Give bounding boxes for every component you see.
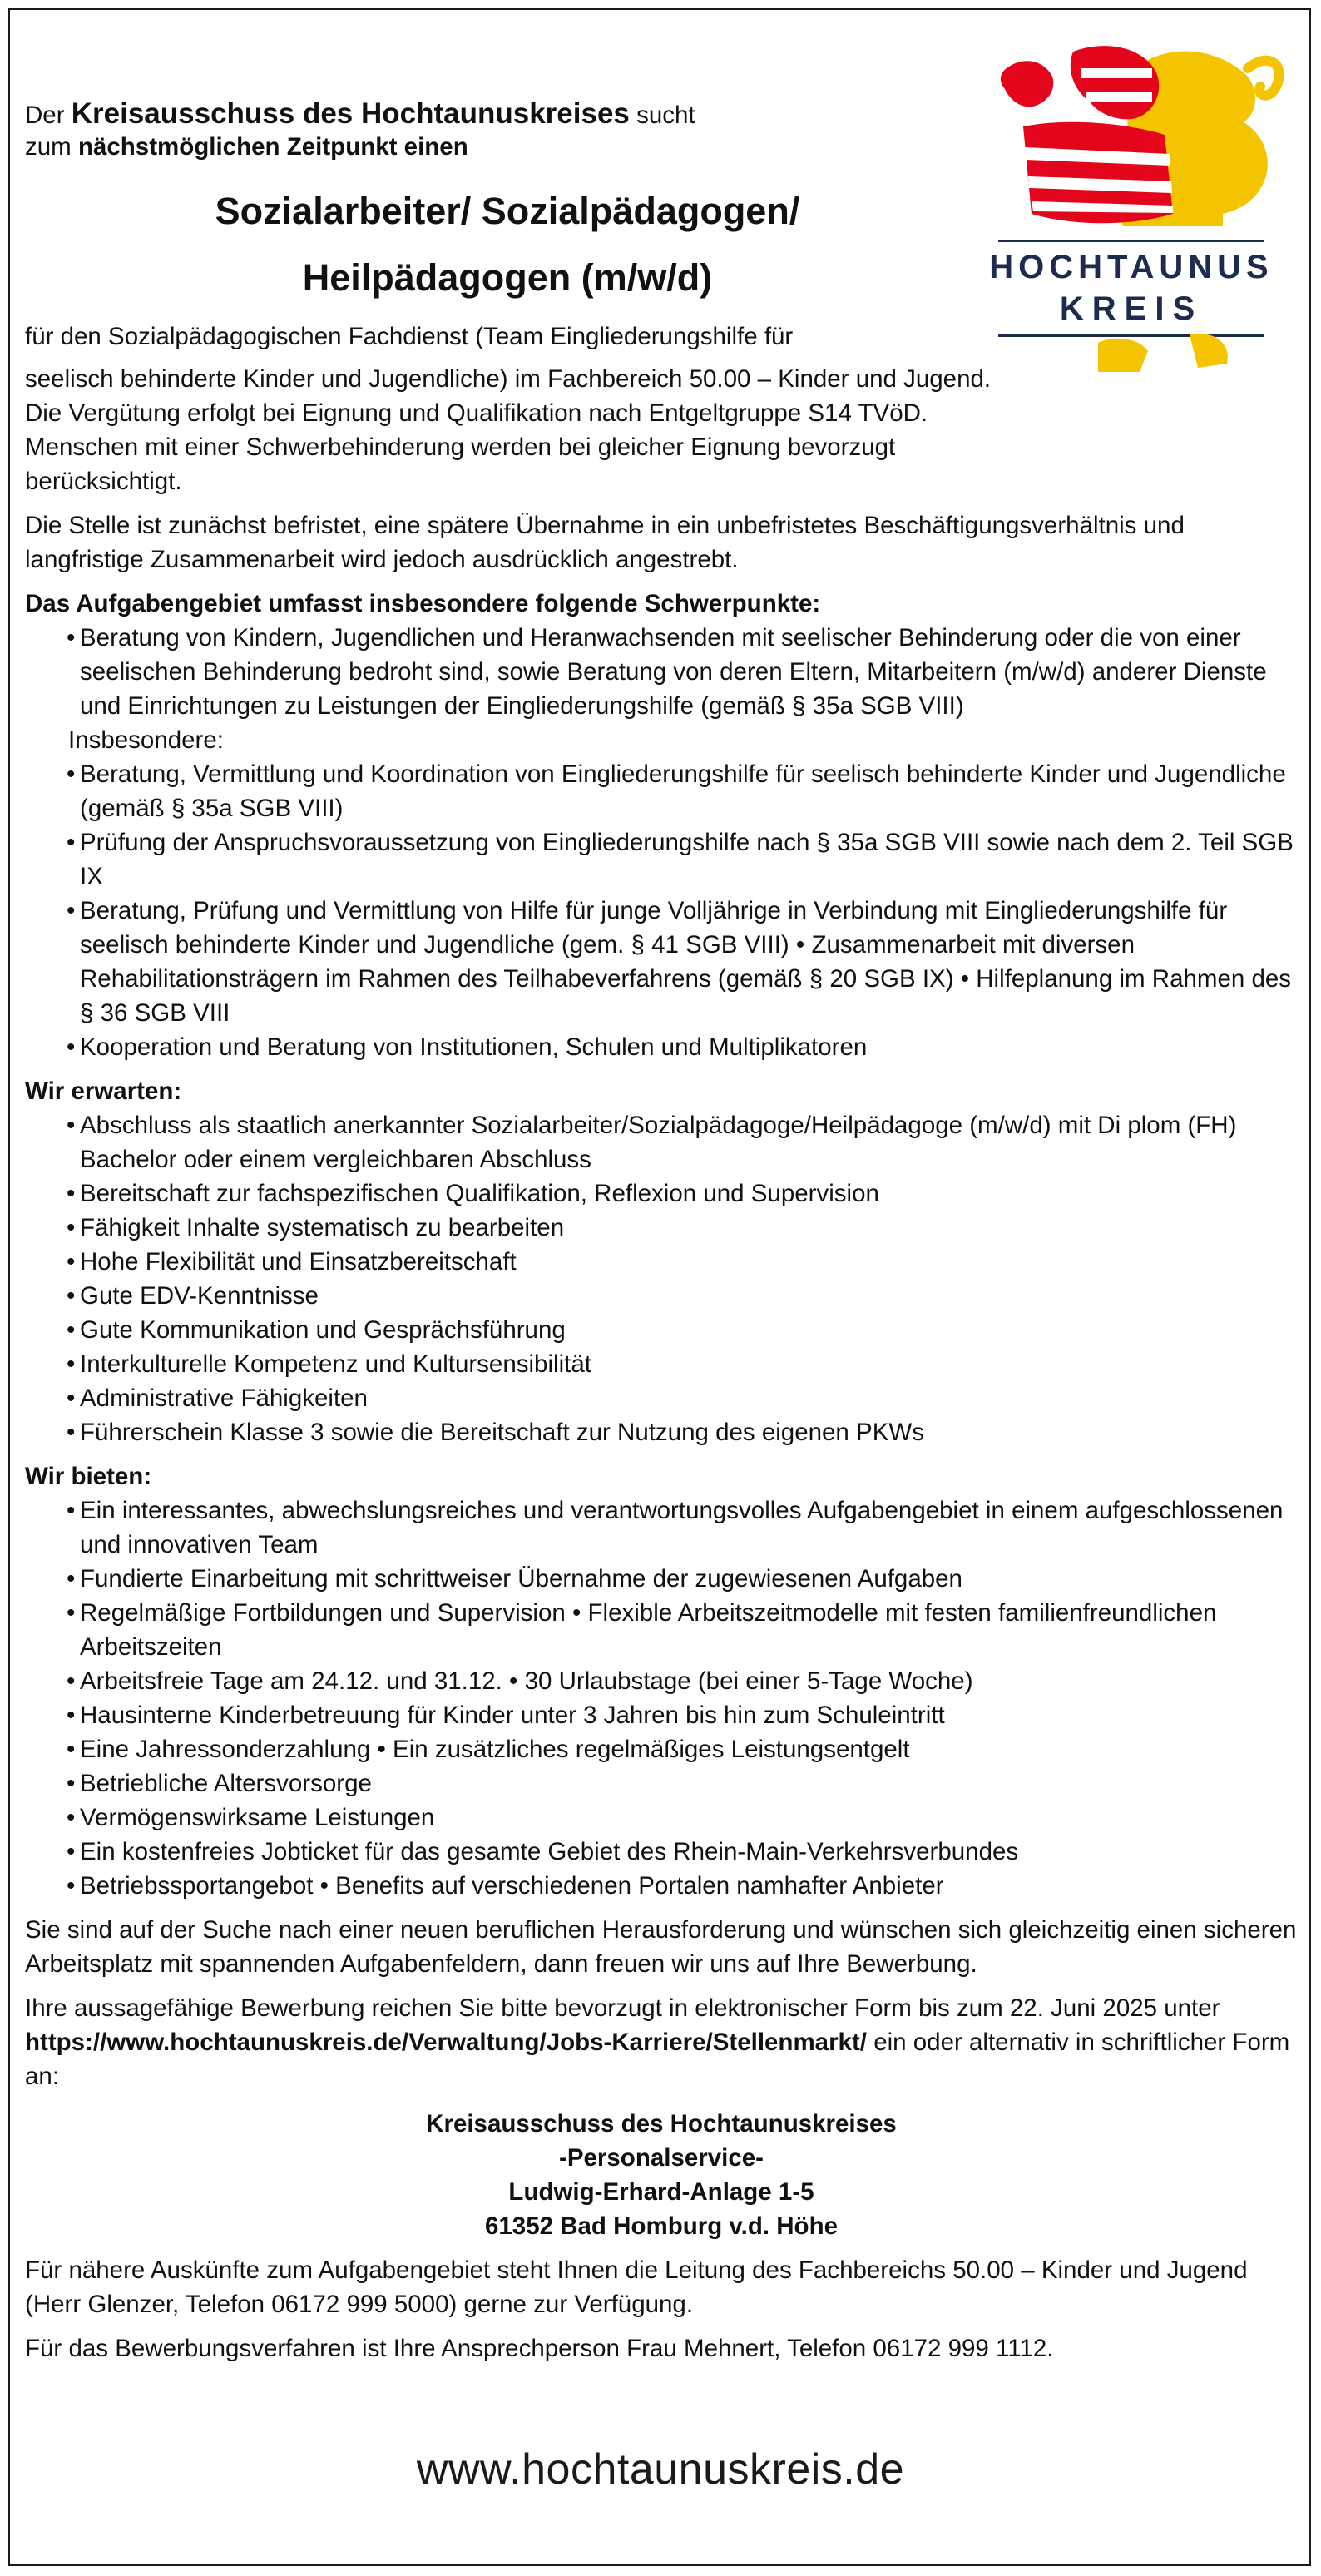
list-item: • Administrative Fähigkeiten bbox=[25, 1381, 1298, 1415]
list-item: • Hohe Flexibilität und Einsatzbereitschaft bbox=[25, 1245, 1298, 1279]
list-item: • Kooperation und Beratung von Institutionen, Schulen und Multiplikatoren bbox=[25, 1030, 1298, 1064]
task-first-text: Beratung von Kindern, Jugendlichen und Heranwachsenden mit seelischer Behinderung oder die von einer seelischen Behinderung bedroht sind, sowie Beratung von deren Eltern, Mitarbeitern (m/w/d) anderer Dienste und Einrichtungen zu Leistungen der Eingliederungshilfe (gemäß § 35a SGB VIII) bbox=[80, 624, 1267, 720]
list-item: • Führerschein Klasse 3 sowie die Bereitschaft zur Nutzung des eigenen PKWs bbox=[25, 1415, 1298, 1449]
offer-item-text: Fundierte Einarbeitung mit schrittweiser Übernahme der zugewiesenen Aufgaben bbox=[80, 1565, 962, 1593]
job-title-line2: Heilpädagogen (m/w/d) bbox=[302, 256, 713, 299]
list-item: • Gute EDV-Kenntnisse bbox=[25, 1279, 1298, 1313]
expect-item-text: Gute EDV-Kenntnisse bbox=[80, 1282, 319, 1310]
expect-item-text: Führerschein Klasse 3 sowie die Bereitschaft zur Nutzung des eigenen PKWs bbox=[80, 1419, 924, 1446]
closing-text: Sie sind auf der Suche nach einer neuen beruflichen Herausforderung und wünschen sich gleichzeitig einen sicheren Arbeitsplatz mit spannenden Aufgabenfeldern, dann freuen wir uns auf Ihre Bewerbung. bbox=[25, 1916, 1297, 1978]
expect-item-text: Bereitschaft zur fachspezifischen Qualifikation, Reflexion und Supervision bbox=[80, 1180, 879, 1207]
expect-list bbox=[25, 1108, 1298, 1449]
contact-text-2: Für das Bewerbungsverfahren ist Ihre Ansprechperson Frau Mehnert, Telefon 06172 999 1112. bbox=[25, 2335, 1054, 2362]
list-item: • Abschluss als staatlich anerkannter Sozialarbeiter/Sozialpädagoge/Heilpädagoge (m/w/d) mit Di plom (FH) Bachelor oder einem vergleichbaren Abschluss bbox=[25, 1108, 1298, 1177]
list-item: • Beratung, Vermittlung und Koordination von Eingliederungshilfe für seelisch behinderte Kinder und Jugendliche (gemäß § 35a SGB VIII) bbox=[25, 757, 1298, 825]
apply-before: Ihre aussagefähige Bewerbung reichen Sie bitte bevorzugt in elektronischer Form bis zum 22. Juni 2025 unter bbox=[25, 1994, 1220, 2022]
list-item: • Betriebssportangebot • Benefits auf verschiedenen Portalen namhafter Anbieter bbox=[25, 1869, 1298, 1903]
intro-line-1 bbox=[25, 98, 1023, 131]
expect-heading: Wir erwarten: bbox=[25, 1077, 182, 1105]
list-item: • Beratung, Prüfung und Vermittlung von Hilfe für junge Volljährige in Verbindung mit Eingliederungshilfe für seelisch behinderte Kinder und Jugendliche (gem. § 41 SGB VIII) • Zusammenarbeit mit diversen Rehabilitationsträgern im Rahmen des Teilhabeverfahrens (gemäß § 20 SGB IX) • Hilfeplanung im Rahmen des § 36 SGB VIII bbox=[25, 894, 1298, 1030]
list-item: • Gute Kommunikation und Gesprächsführung bbox=[25, 1313, 1298, 1347]
description-text: seelisch behinderte Kinder und Jugendliche) im Fachbereich 50.00 – Kinder und Jugend. Die Vergütung erfolgt bei Eignung und Qualifikation nach Entgeltgruppe S14 TVöD. Menschen mit einer Schwerbehinderung werden bei gleicher Eignung bevorzugt berücksichtigt. bbox=[25, 365, 992, 495]
description-line1: für den Sozialpädagogischen Fachdienst (Team Eingliederungshilfe für bbox=[25, 323, 794, 350]
contact-text-1: Für nähere Auskünfte zum Aufgabengebiet steht Ihnen die Leitung des Fachbereichs 50.00 – Kinder und Jugend (Herr Glenzer, Telefon 06172 999 5000) gerne zur Verfügung. bbox=[25, 2256, 1248, 2318]
list-item: • Regelmäßige Fortbildungen und Supervision • Flexible Arbeitszeitmodelle mit festen familienfreundlichen Arbeitszeiten bbox=[25, 1596, 1298, 1664]
intro-prefix: Der bbox=[25, 102, 65, 129]
offer-item-text: Betriebssportangebot • Benefits auf verschiedenen Portalen namhafter Anbieter bbox=[80, 1872, 944, 1900]
offer-item-text: Ein kostenfreies Jobticket für das gesamte Gebiet des Rhein-Main-Verkehrsverbundes bbox=[80, 1838, 1019, 1865]
task-item-text: Kooperation und Beratung von Institutionen, Schulen und Multiplikatoren bbox=[80, 1033, 868, 1061]
list-item: • Arbeitsfreie Tage am 24.12. und 31.12. • 30 Urlaubstage (bei einer 5-Tage Woche) bbox=[25, 1664, 1298, 1698]
apply-url-link[interactable]: https://www.hochtaunuskreis.de/Verwaltung/Jobs-Karriere/Stellenmarkt/ bbox=[25, 2029, 867, 2056]
ad-content bbox=[25, 98, 1298, 2375]
list-item bbox=[25, 723, 1298, 757]
task-item-text: Prüfung der Anspruchsvoraussetzung von Eingliederungshilfe nach § 35a SGB VIII sowie nach dem 2. Teil SGB IX bbox=[80, 829, 1294, 890]
tasks-sub-label: Insbesondere: bbox=[68, 726, 224, 754]
expect-item-text: Administrative Fähigkeiten bbox=[80, 1385, 368, 1412]
offer-item-text: Eine Jahressonderzahlung • Ein zusätzliches regelmäßiges Leistungsentgelt bbox=[80, 1736, 910, 1763]
address-block bbox=[25, 2107, 1298, 2243]
list-item: • Beratung von Kindern, Jugendlichen und Heranwachsenden mit seelischer Behinderung oder die von einer seelischen Behinderung bedroht sind, sowie Beratung von deren Eltern, Mitarbeitern (m/w/d) anderer Dienste und Einrichtungen zu Leistungen der Eingliederungshilfe (gemäß § 35a SGB VIII) bbox=[25, 621, 1298, 723]
intro-suffix: sucht bbox=[636, 102, 695, 129]
list-item: • Interkulturelle Kompetenz und Kultursensibilität bbox=[25, 1347, 1298, 1381]
list-item: • Eine Jahressonderzahlung • Ein zusätzliches regelmäßiges Leistungsentgelt bbox=[25, 1732, 1298, 1766]
list-item: • Betriebliche Altersvorsorge bbox=[25, 1766, 1298, 1801]
address-line4: 61352 Bad Homburg v.d. Höhe bbox=[484, 2212, 839, 2240]
list-item: • Prüfung der Anspruchsvoraussetzung von Eingliederungshilfe nach § 35a SGB VIII sowie nach dem 2. Teil SGB IX bbox=[25, 825, 1298, 894]
stelle-text: Die Stelle ist zunächst befristet, eine spätere Übernahme in ein unbefristetes Beschäftigungsverhältnis und langfristige Zusammenarbeit wird jedoch ausdrücklich angestrebt. bbox=[25, 512, 1185, 573]
list-item: • Fundierte Einarbeitung mit schrittweiser Übernahme der zugewiesenen Aufgaben bbox=[25, 1562, 1298, 1596]
apply-text bbox=[25, 1991, 1298, 2093]
offer-item-text: Betriebliche Altersvorsorge bbox=[80, 1770, 372, 1797]
intro-line-2 bbox=[25, 131, 1023, 163]
task-item-text: Beratung, Prüfung und Vermittlung von Hilfe für junge Volljährige in Verbindung mit Eingliederungshilfe für seelisch behinderte Kinder und Jugendliche (gem. § 41 SGB VIII) • Zusammenarbeit mit diversen Rehabilitationsträgern im Rahmen des Teilhabeverfahrens (gemäß § 20 SGB IX) • Hilfeplanung im Rahmen des § 36 SGB VIII bbox=[80, 897, 1292, 1027]
tasks-list bbox=[25, 621, 1298, 1064]
job-title-line1: Sozialarbeiter/ Sozialpädagogen/ bbox=[215, 190, 800, 232]
intro-block bbox=[25, 98, 1023, 354]
list-item: • Vermögenswirksame Leistungen bbox=[25, 1801, 1298, 1835]
intro-line2-bold: nächstmöglichen Zeitpunkt einen bbox=[77, 133, 468, 161]
intro-line2-prefix: zum bbox=[25, 133, 72, 161]
offer-item-text: Hausinterne Kinderbetreuung für Kinder unter 3 Jahren bis hin zum Schuleintritt bbox=[80, 1702, 945, 1729]
task-item-text: Beratung, Vermittlung und Koordination von Eingliederungshilfe für seelisch behinderte Kinder und Jugendliche (gemäß § 35a SGB VIII) bbox=[80, 760, 1286, 822]
job-title bbox=[25, 178, 990, 311]
expect-item-text: Abschluss als staatlich anerkannter Sozialarbeiter/Sozialpädagoge/Heilpädagoge (m/w/d) mit Di plom (FH) Bachelor oder einem vergleichbaren Abschluss bbox=[80, 1112, 1237, 1173]
offer-heading: Wir bieten: bbox=[25, 1463, 152, 1490]
tasks-heading: Das Aufgabengebiet umfasst insbesondere folgende Schwerpunkte: bbox=[25, 590, 821, 617]
offer-item-text: Vermögenswirksame Leistungen bbox=[80, 1804, 435, 1831]
expect-item-text: Hohe Flexibilität und Einsatzbereitschaft bbox=[80, 1248, 517, 1276]
expect-item-text: Gute Kommunikation und Gesprächsführung bbox=[80, 1316, 566, 1344]
list-item: • Bereitschaft zur fachspezifischen Qualifikation, Reflexion und Supervision bbox=[25, 1177, 1298, 1211]
website-url[interactable]: www.hochtaunuskreis.de bbox=[416, 2445, 905, 2494]
offer-item-text: Ein interessantes, abwechslungsreiches und verantwortungsvolles Aufgabengebiet in einem aufgeschlossenen und innovativen Team bbox=[80, 1497, 1284, 1558]
offer-item-text: Arbeitsfreie Tage am 24.12. und 31.12. • 30 Urlaubstage (bei einer 5-Tage Woche) bbox=[80, 1667, 973, 1695]
list-item: • Ein interessantes, abwechslungsreiches und verantwortungsvolles Aufgabengebiet in einem aufgeschlossenen und innovativen Team bbox=[25, 1494, 1298, 1562]
address-line1: Kreisausschuss des Hochtaunuskreises bbox=[426, 2110, 897, 2138]
expect-item-text: Interkulturelle Kompetenz und Kultursensibilität bbox=[80, 1350, 591, 1378]
list-item: • Fähigkeit Inhalte systematisch zu bearbeiten bbox=[25, 1211, 1298, 1245]
address-line3: Ludwig-Erhard-Anlage 1-5 bbox=[508, 2178, 814, 2206]
address-line2: -Personalservice- bbox=[559, 2144, 764, 2172]
expect-item-text: Fähigkeit Inhalte systematisch zu bearbeiten bbox=[80, 1214, 565, 1241]
list-item: • Hausinterne Kinderbetreuung für Kinder unter 3 Jahren bis hin zum Schuleintritt bbox=[25, 1698, 1298, 1732]
intro-org: Kreisausschuss des Hochtaunuskreises bbox=[71, 97, 630, 130]
list-item: • Ein kostenfreies Jobticket für das gesamte Gebiet des Rhein-Main-Verkehrsverbundes bbox=[25, 1835, 1298, 1869]
logo-text-line2: KREIS bbox=[1059, 290, 1204, 327]
apply-after: ein oder alternativ in schriftlicher Form an: bbox=[25, 2029, 1290, 2090]
logo-text-line1: HOCHTAUNUS bbox=[989, 249, 1274, 285]
offer-list bbox=[25, 1494, 1298, 1903]
offer-item-text: Regelmäßige Fortbildungen und Supervision • Flexible Arbeitszeitmodelle mit festen familienfreundlichen Arbeitszeiten bbox=[80, 1599, 1217, 1661]
